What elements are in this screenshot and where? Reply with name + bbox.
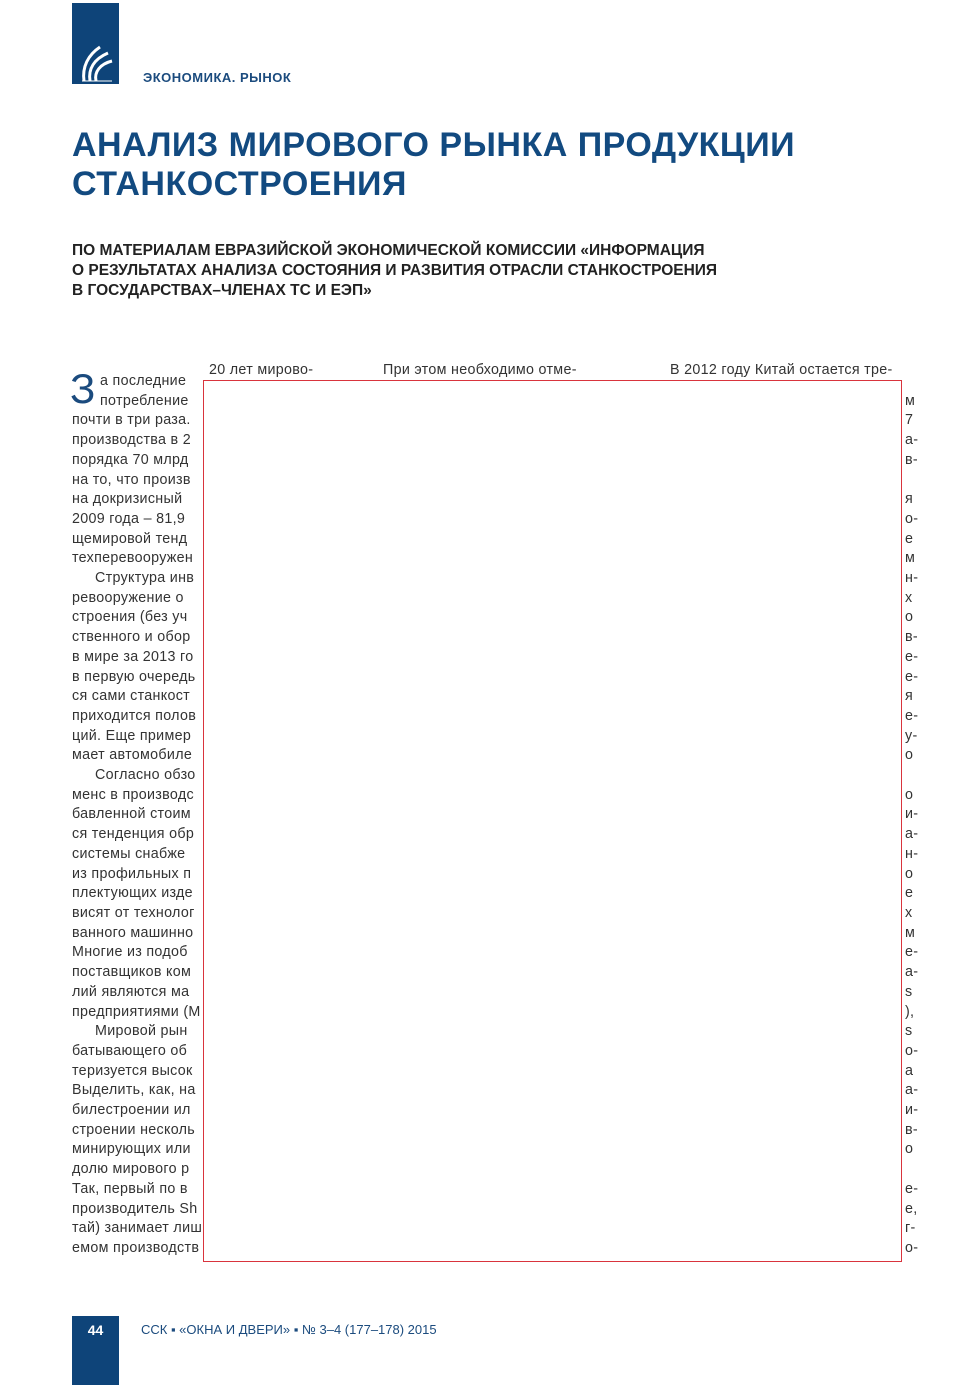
text-line: в первую очередь (72, 668, 196, 685)
text-line: плектующих изде (72, 885, 193, 902)
text-line: Структура инв (95, 570, 195, 587)
text-line: в мире за 2013 го (72, 648, 194, 665)
text-line-fragment: и- (905, 806, 919, 823)
text-line-fragment: е, (905, 1200, 918, 1217)
text-line-fragment: е- (905, 648, 919, 665)
text-line-fragment: в- (905, 629, 918, 646)
text-line: мает автомобиле (72, 747, 193, 764)
subtitle-line: В ГОСУДАРСТВАХ–ЧЛЕНАХ ТС И ЕЭП» (72, 282, 372, 299)
text-line: поставщиков ком (72, 964, 192, 981)
text-line: щемировой тенд (72, 530, 188, 547)
text-line-fragment: я (905, 688, 914, 705)
redaction-box (203, 380, 902, 1262)
text-line: емом производств (72, 1239, 200, 1256)
text-line: приходится полов (72, 707, 197, 724)
text-line: производства в 2 (72, 432, 191, 449)
text-line-fragment: м (905, 550, 916, 567)
drop-cap: З (70, 365, 96, 412)
column-1-line-tail: 20 лет мирово- (209, 362, 314, 378)
text-line: бавленной стоим (72, 806, 191, 823)
text-line: билестроении ил (72, 1102, 191, 1119)
text-line-fragment: о- (905, 1042, 919, 1059)
text-line-fragment: 7 (905, 412, 914, 429)
text-line-fragment: s (905, 983, 913, 1000)
text-line-fragment: м (905, 924, 916, 941)
text-line-fragment (905, 471, 925, 491)
text-line-fragment: в- (905, 1121, 918, 1138)
text-line: Мировой рын (95, 1023, 188, 1040)
text-line-fragment: в- (905, 451, 918, 468)
text-line: почти в три раза. (72, 412, 191, 429)
text-line: батывающего об (72, 1042, 188, 1059)
text-line: ревооружение о (72, 589, 184, 606)
text-line: лий являются ма (72, 983, 190, 1000)
text-line: строении несколь (72, 1121, 196, 1138)
text-line: системы снабже (72, 845, 186, 862)
text-line-fragment: н- (905, 845, 919, 862)
text-line-fragment: е (905, 530, 914, 547)
section-label: ЭКОНОМИКА. РЫНОК (143, 70, 292, 85)
text-line: Согласно обзо (95, 767, 196, 784)
text-line-fragment: г- (905, 1220, 916, 1237)
text-line: ся тенденция обр (72, 826, 195, 843)
text-line: на то, что произв (72, 471, 191, 488)
text-line: строения (без уч (72, 609, 188, 626)
text-line-fragment: и- (905, 1102, 919, 1119)
title-line: АНАЛИЗ МИРОВОГО РЫНКА ПРОДУКЦИИ (72, 126, 796, 164)
text-line: порядка 70 млрд (72, 451, 189, 468)
text-line-fragment: а- (905, 964, 919, 981)
text-line: теризуется высок (72, 1062, 193, 1079)
text-line-fragment: е- (905, 1180, 919, 1197)
text-line-fragment (905, 1160, 925, 1180)
text-line-fragment: а- (905, 826, 919, 843)
text-line-fragment: у- (905, 727, 918, 744)
text-line-fragment: а- (905, 1082, 919, 1099)
text-line-fragment: а (905, 1062, 914, 1079)
text-line: тай) занимает лиш (72, 1220, 203, 1237)
page-number-box (72, 1316, 119, 1385)
text-line-fragment: я (905, 491, 914, 508)
text-line: Выделить, как, на (72, 1082, 196, 1099)
text-line-fragment: ), (905, 1003, 915, 1020)
text-line: производитель Sh (72, 1200, 198, 1217)
text-line: Многие из подоб (72, 944, 188, 961)
text-line: ций. Еще пример (72, 727, 192, 744)
text-line: ванного машинно (72, 924, 194, 941)
text-line-fragment: о (905, 865, 914, 882)
text-column-3-edge (905, 372, 925, 1259)
text-line-fragment: о- (905, 510, 919, 527)
text-line-fragment (905, 766, 925, 786)
article-subtitle (72, 241, 717, 301)
text-line-fragment: е- (905, 707, 919, 724)
text-line: а последние (100, 373, 187, 389)
text-line-fragment: о- (905, 1239, 919, 1256)
text-line: техперевооружен (72, 550, 194, 567)
text-line-fragment: о (905, 609, 914, 626)
text-line: менс в производс (72, 786, 194, 803)
text-line: на докризисный (72, 491, 183, 508)
text-line-fragment: о (905, 786, 914, 803)
text-line-fragment: е- (905, 668, 919, 685)
text-column-1 (72, 372, 203, 1259)
text-line: потребление (100, 392, 189, 409)
magazine-logo (72, 3, 119, 84)
text-line-fragment: н- (905, 570, 919, 587)
text-column-2-first-line: При этом необходимо отме- (383, 362, 577, 378)
text-line-fragment: е- (905, 944, 919, 961)
text-line-fragment: м (905, 392, 916, 409)
text-line: долю мирового р (72, 1161, 190, 1178)
footer-publication: ССК ▪ «ОКНА И ДВЕРИ» ▪ № 3–4 (177–178) 2015 (141, 1322, 437, 1337)
text-line: ся сами станкост (72, 688, 190, 705)
article-title (72, 126, 795, 204)
text-line: ственного и обор (72, 629, 191, 646)
text-line-fragment: о (905, 747, 914, 764)
logo-icon (78, 37, 114, 83)
text-line-fragment: е (905, 885, 914, 902)
text-line-fragment: s (905, 1023, 913, 1040)
text-line: предприятиями (М (72, 1003, 201, 1020)
title-line: СТАНКОСТРОЕНИЯ (72, 165, 407, 203)
text-line: Так, первый по в (72, 1180, 188, 1197)
text-line-fragment: о (905, 1141, 914, 1158)
text-line: 2009 года – 81,9 (72, 510, 186, 527)
text-line-fragment: х (905, 904, 913, 921)
subtitle-line: О РЕЗУЛЬТАТАХ АНАЛИЗА СОСТОЯНИЯ И РАЗВИТИЯ ОТРАСЛИ СТАНКОСТРОЕНИЯ (72, 262, 718, 279)
text-line-fragment: а- (905, 432, 919, 449)
text-column-3-first-line: В 2012 году Китай остается тре- (670, 362, 893, 378)
text-line-fragment: х (905, 589, 913, 606)
subtitle-line: ПО МАТЕРИАЛАМ ЕВРАЗИЙСКОЙ ЭКОНОМИЧЕСКОЙ КОМИССИИ «ИНФОРМАЦИЯ (72, 242, 705, 259)
text-line: из профильных п (72, 865, 192, 882)
text-line-fragment (905, 372, 925, 392)
text-line: минирующих или (72, 1141, 191, 1158)
page-number: 44 (87, 1322, 104, 1338)
text-line: висят от технолог (72, 904, 195, 921)
